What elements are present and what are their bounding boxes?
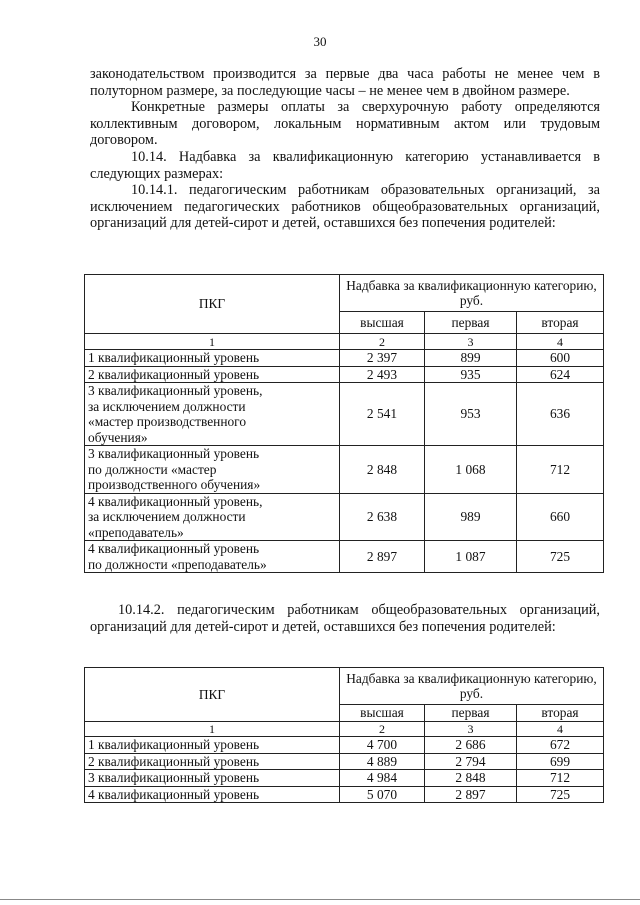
value-second: 712 [517,770,604,787]
page-bottom-rule [0,899,640,900]
value-second: 699 [517,753,604,770]
table1-col-first: первая [425,312,517,334]
table1-header-group: Надбавка за квалификационную категорию, руб. [340,275,604,312]
value-high: 2 541 [340,383,425,446]
table2-row-2 [85,753,604,770]
pkg-level-name-line: по должности «мастер [88,461,217,477]
pkg-level-name [85,350,340,367]
value-second: 660 [517,493,604,541]
value-high: 4 700 [340,737,425,754]
table1-col-second: вторая [517,312,604,334]
paragraph-10-14-1: 10.14.1. педагогическим работникам образовательных организаций, за исключением педагогических работников общеобразовательных организаций, организаций для детей-сирот и детей, оставшихся без попечения родителей: [90,182,600,232]
table2-idx-1: 1 [85,722,340,737]
body-text-bottom [90,602,600,635]
value-second: 636 [517,383,604,446]
pkg-level-name [85,737,340,754]
value-first: 1 087 [425,541,517,573]
qualification-table-2 [84,667,604,803]
pkg-level-name [85,753,340,770]
value-high: 2 848 [340,446,425,494]
pkg-level-name [85,383,340,446]
table1-idx-3: 3 [425,334,517,350]
pkg-level-name-line: 4 квалификационный уровень, [88,493,263,509]
table2-col-first: первая [425,705,517,722]
pkg-level-name-line: производственного обучения» [88,477,261,492]
table2-col-high: высшая [340,705,425,722]
pkg-level-name [85,541,340,573]
value-second: 624 [517,366,604,383]
table2-header-group: Надбавка за квалификационную категорию, руб. [340,668,604,705]
table1-row-3 [85,383,604,446]
value-first: 1 068 [425,446,517,494]
table1-row-2 [85,366,604,383]
value-high: 2 638 [340,493,425,541]
value-second: 712 [517,446,604,494]
pkg-level-name-line: обучения» [88,429,148,445]
table2-header-pkg: ПКГ [85,668,340,722]
qualification-table-1 [84,274,604,573]
value-second: 600 [517,350,604,367]
table1-idx-4: 4 [517,334,604,350]
table1-idx-1: 1 [85,334,340,350]
table2-idx-3: 3 [425,722,517,737]
value-high: 2 397 [340,350,425,367]
table2-row-3 [85,770,604,787]
table2-row-1 [85,737,604,754]
pkg-level-name [85,366,340,383]
table2-col-second: вторая [517,705,604,722]
value-first: 935 [425,366,517,383]
value-high: 5 070 [340,786,425,803]
pkg-level-name-line: за исключением должности [88,509,246,524]
pkg-level-name-line: за исключением должности [88,398,246,414]
table1-idx-2: 2 [340,334,425,350]
value-high: 4 984 [340,770,425,787]
pkg-level-name [85,770,340,787]
pkg-level-name [85,786,340,803]
table2-idx-4: 4 [517,722,604,737]
pkg-level-name [85,446,340,494]
paragraph-10-14-2: 10.14.2. педагогическим работникам общеобразовательных организаций, организаций для детей-сирот и детей, оставшихся без попечения родителей: [90,602,600,635]
table1-col-high: высшая [340,312,425,334]
value-high: 4 889 [340,753,425,770]
pkg-level-name-line: 3 квалификационный уровень, [88,383,263,398]
pkg-level-name-line: 2 квалификационный уровень [88,366,260,382]
pkg-level-name-line: 4 квалификационный уровень [88,541,260,556]
body-text-top [90,66,600,232]
table2-row-4 [85,786,604,803]
value-second: 725 [517,786,604,803]
table1-row-1 [85,350,604,367]
table1-header-pkg: ПКГ [85,275,340,334]
value-first: 2 686 [425,737,517,754]
value-first: 899 [425,350,517,367]
value-first: 2 897 [425,786,517,803]
value-second: 672 [517,737,604,754]
page-number: 30 [313,34,327,49]
pkg-level-name-line: 2 квалификационный уровень [88,753,260,769]
value-second: 725 [517,541,604,573]
value-first: 2 848 [425,770,517,787]
table1-row-5 [85,493,604,541]
pkg-level-name-line: по должности «преподаватель» [88,556,267,572]
pkg-level-name-line: 3 квалификационный уровень [88,770,260,785]
pkg-level-name [85,493,340,541]
pkg-level-name-line: 3 квалификационный уровень [88,446,260,461]
value-first: 989 [425,493,517,541]
paragraph-overtime-rates: законодательством производится за первые два часа работы не менее чем в полуторном размере, за последующие часы – не менее чем в двойном размере. [90,66,600,99]
value-high: 2 493 [340,366,425,383]
table1-row-6 [85,541,604,573]
table1-row-4 [85,446,604,494]
pkg-level-name-line: 4 квалификационный уровень [88,786,260,802]
pkg-level-name-line: «преподаватель» [88,524,184,540]
value-first: 953 [425,383,517,446]
value-high: 2 897 [340,541,425,573]
pkg-level-name-line: 1 квалификационный уровень [88,737,260,752]
paragraph-overtime-contract: Конкретные размеры оплаты за сверхурочную работу определяются коллективным договором, локальным нормативным актом или трудовым договором. [90,99,600,149]
pkg-level-name-line: «мастер производственного [88,414,247,429]
paragraph-10-14: 10.14. Надбавка за квалификационную категорию устанавливается в следующих размерах: [90,148,600,182]
value-first: 2 794 [425,753,517,770]
pkg-level-name-line: 1 квалификационный уровень [88,350,260,365]
table2-idx-2: 2 [340,722,425,737]
